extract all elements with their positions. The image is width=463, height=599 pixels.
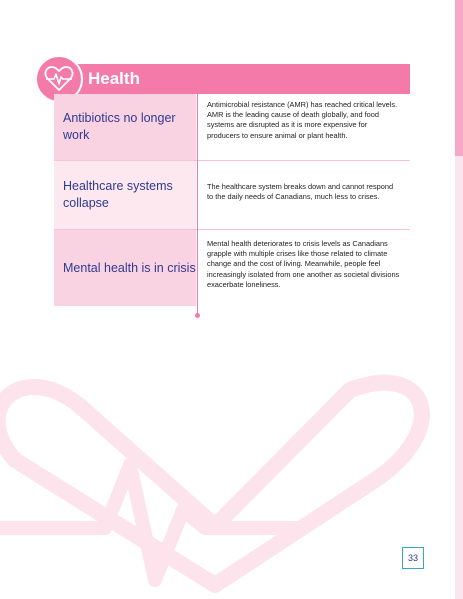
row-heading: Mental health is in crisis	[63, 260, 196, 275]
row-heading-cell	[54, 94, 196, 160]
heart-pulse-watermark-icon	[0, 370, 463, 599]
row-heading: Healthcare systems collapse	[63, 179, 173, 210]
page-number: 33	[402, 547, 424, 569]
row-description: Antimicrobial resistance (AMR) has reached critical levels. AMR is the leading cause of death globally, and food systems are disrupted as it is more expensive for producers to ensure animal or plant health.	[207, 100, 398, 140]
section-title: Health	[88, 69, 140, 88]
timeline-dot	[195, 313, 200, 318]
heart-pulse-icon	[44, 66, 74, 92]
scrollbar-thumb[interactable]	[455, 0, 463, 156]
row-heading: Antibiotics no longer work	[63, 111, 176, 142]
row-heading-cell	[54, 161, 196, 229]
row-heading-cell	[54, 230, 196, 306]
timeline-line	[197, 94, 198, 314]
row-description: The healthcare system breaks down and cannot respond to the daily needs of Canadians, much less to crises.	[207, 182, 394, 202]
row-description: Mental health deteriorates to crisis levels as Canadians grapple with multiple crises like those related to climate change and the cost of living. Meanwhile, people feel increasingly isolated from one another as societal divisions exacerbate loneliness.	[207, 239, 400, 289]
